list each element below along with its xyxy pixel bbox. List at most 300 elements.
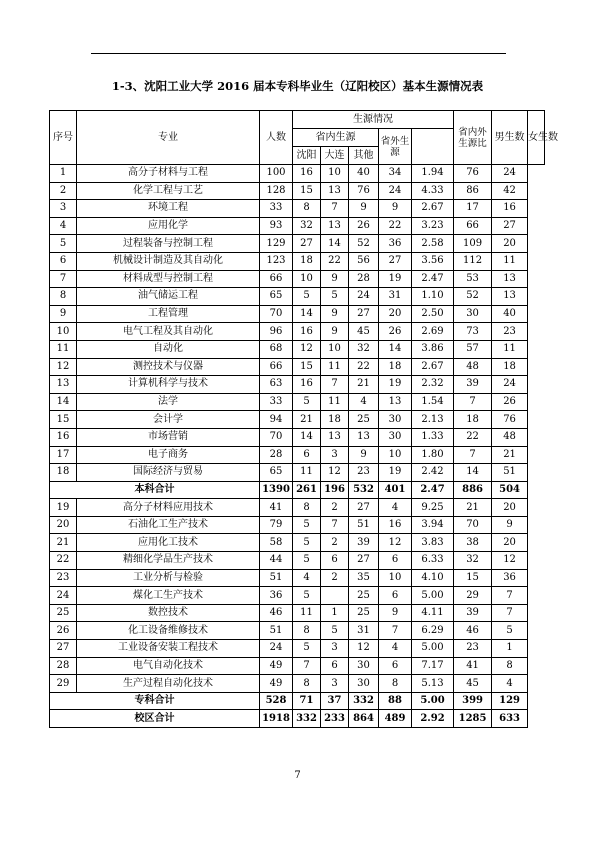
cell-female: 20 [492, 499, 528, 517]
cell-other: 25 [349, 411, 379, 429]
cell-out-province: 401 [379, 481, 412, 499]
cell-male: 1285 [454, 710, 492, 728]
cell-dalian: 5 [321, 288, 349, 306]
cell-female: 36 [492, 569, 528, 587]
cell-female: 129 [492, 692, 528, 710]
cell-total: 94 [260, 411, 293, 429]
cell-other: 45 [349, 323, 379, 341]
table-row [50, 411, 545, 429]
cell-out-province: 9 [379, 200, 412, 218]
header-source: 生源情况 [293, 111, 454, 129]
cell-female: 12 [492, 552, 528, 570]
cell-male: 30 [454, 305, 492, 323]
cell-ratio: 1.80 [412, 446, 454, 464]
cell-other: 22 [349, 358, 379, 376]
header-male: 男生数 [492, 111, 528, 165]
cell-index: 5 [50, 235, 77, 253]
cell-female: 633 [492, 710, 528, 728]
cell-ratio: 3.86 [412, 340, 454, 358]
cell-ratio: 5.00 [412, 587, 454, 605]
cell-male: 86 [454, 182, 492, 200]
cell-out-province: 6 [379, 552, 412, 570]
header-index: 序号 [50, 111, 77, 165]
cell-other: 24 [349, 288, 379, 306]
cell-total: 93 [260, 217, 293, 235]
cell-total: 65 [260, 288, 293, 306]
cell-other: 52 [349, 235, 379, 253]
table-row [50, 587, 545, 605]
table-row [50, 235, 545, 253]
undergrad-rows [50, 165, 545, 482]
cell-major: 电气工程及其自动化 [77, 323, 260, 341]
cell-out-province: 12 [379, 534, 412, 552]
cell-shenyang: 5 [293, 552, 321, 570]
cell-other: 532 [349, 481, 379, 499]
cell-shenyang: 5 [293, 393, 321, 411]
cell-female: 5 [492, 622, 528, 640]
cell-other: 25 [349, 604, 379, 622]
cell-index: 23 [50, 569, 77, 587]
table-row [50, 516, 545, 534]
cell-shenyang: 7 [293, 657, 321, 675]
cell-female: 18 [492, 358, 528, 376]
cell-dalian: 10 [321, 165, 349, 183]
cell-major: 电子商务 [77, 446, 260, 464]
cell-out-province: 31 [379, 288, 412, 306]
cell-female: 26 [492, 393, 528, 411]
cell-major: 计算机科学与技术 [77, 376, 260, 394]
header-major: 专业 [77, 111, 260, 165]
cell-female: 11 [492, 340, 528, 358]
cell-shenyang: 14 [293, 428, 321, 446]
cell-total: 58 [260, 534, 293, 552]
cell-shenyang: 11 [293, 604, 321, 622]
cell-total: 33 [260, 200, 293, 218]
cell-total: 66 [260, 270, 293, 288]
cell-out-province: 26 [379, 323, 412, 341]
cell-other: 9 [349, 446, 379, 464]
cell-dalian: 10 [321, 340, 349, 358]
cell-total: 51 [260, 569, 293, 587]
cell-major: 煤化工生产技术 [77, 587, 260, 605]
cell-index: 21 [50, 534, 77, 552]
cell-shenyang: 11 [293, 464, 321, 482]
cell-female: 21 [492, 446, 528, 464]
cell-dalian: 9 [321, 305, 349, 323]
cell-total: 79 [260, 516, 293, 534]
cell-female: 76 [492, 411, 528, 429]
cell-male: 32 [454, 552, 492, 570]
cell-total: 65 [260, 464, 293, 482]
cell-major: 石油化工生产技术 [77, 516, 260, 534]
cell-other: 51 [349, 516, 379, 534]
cell-ratio: 2.92 [412, 710, 454, 728]
table-row [50, 428, 545, 446]
cell-out-province: 19 [379, 270, 412, 288]
cell-ratio: 1.94 [412, 165, 454, 183]
cell-index: 8 [50, 288, 77, 306]
table-row [50, 569, 545, 587]
cell-shenyang: 5 [293, 640, 321, 658]
cell-shenyang: 21 [293, 411, 321, 429]
cell-shenyang: 5 [293, 587, 321, 605]
cell-ratio: 2.47 [412, 270, 454, 288]
cell-total: 129 [260, 235, 293, 253]
cell-out-province: 19 [379, 376, 412, 394]
cell-other: 35 [349, 569, 379, 587]
cell-total: 128 [260, 182, 293, 200]
cell-dalian: 22 [321, 252, 349, 270]
cell-female: 51 [492, 464, 528, 482]
table-row [50, 675, 545, 693]
cell-other: 21 [349, 376, 379, 394]
cell-ratio: 2.32 [412, 376, 454, 394]
cell-major: 高分子材料应用技术 [77, 499, 260, 517]
cell-total: 33 [260, 393, 293, 411]
cell-female: 42 [492, 182, 528, 200]
cell-male: 39 [454, 376, 492, 394]
table-row [50, 340, 545, 358]
cell-out-province: 10 [379, 569, 412, 587]
cell-index: 11 [50, 340, 77, 358]
cell-dalian: 9 [321, 270, 349, 288]
cell-male: 886 [454, 481, 492, 499]
cell-shenyang: 5 [293, 288, 321, 306]
cell-other: 23 [349, 464, 379, 482]
cell-other: 12 [349, 640, 379, 658]
cell-total: 123 [260, 252, 293, 270]
header-shenyang: 沈阳 [293, 147, 321, 165]
cell-major: 电气自动化技术 [77, 657, 260, 675]
cell-ratio: 5.13 [412, 675, 454, 693]
table-row [50, 217, 545, 235]
cell-out-province: 13 [379, 393, 412, 411]
cell-other: 9 [349, 200, 379, 218]
cell-total: 28 [260, 446, 293, 464]
cell-ratio: 2.69 [412, 323, 454, 341]
cell-male: 41 [454, 657, 492, 675]
cell-total: 1390 [260, 481, 293, 499]
undergrad-total-row [50, 481, 545, 499]
cell-total: 96 [260, 323, 293, 341]
table-row [50, 182, 545, 200]
cell-out-province: 30 [379, 411, 412, 429]
cell-index: 17 [50, 446, 77, 464]
cell-major: 应用化工技术 [77, 534, 260, 552]
header-dalian: 大连 [321, 147, 349, 165]
table-row [50, 288, 545, 306]
cell-out-province: 4 [379, 499, 412, 517]
cell-total: 24 [260, 640, 293, 658]
cell-index: 26 [50, 622, 77, 640]
cell-dalian: 3 [321, 640, 349, 658]
cell-male: 38 [454, 534, 492, 552]
table-row [50, 270, 545, 288]
cell-out-province: 19 [379, 464, 412, 482]
cell-major: 测控技术与仪器 [77, 358, 260, 376]
cell-index: 14 [50, 393, 77, 411]
cell-major: 工业分析与检验 [77, 569, 260, 587]
cell-out-province: 88 [379, 692, 412, 710]
cell-shenyang: 12 [293, 340, 321, 358]
cell-female: 7 [492, 587, 528, 605]
cell-ratio: 1.33 [412, 428, 454, 446]
cell-shenyang: 4 [293, 569, 321, 587]
cell-shenyang: 5 [293, 534, 321, 552]
cell-shenyang: 32 [293, 217, 321, 235]
cell-out-province: 30 [379, 428, 412, 446]
student-source-table [49, 110, 559, 728]
header-in-province: 省内生源 [293, 129, 379, 147]
cell-major: 材料成型与控制工程 [77, 270, 260, 288]
cell-male: 53 [454, 270, 492, 288]
cell-female: 11 [492, 252, 528, 270]
cell-shenyang: 8 [293, 675, 321, 693]
cell-male: 21 [454, 499, 492, 517]
cell-male: 17 [454, 200, 492, 218]
cell-male: 22 [454, 428, 492, 446]
cell-shenyang: 71 [293, 692, 321, 710]
cell-index: 29 [50, 675, 77, 693]
cell-male: 399 [454, 692, 492, 710]
cell-other: 25 [349, 587, 379, 605]
cell-major: 精细化学品生产技术 [77, 552, 260, 570]
cell-index: 2 [50, 182, 77, 200]
cell-major: 会计学 [77, 411, 260, 429]
cell-out-province: 7 [379, 622, 412, 640]
cell-ratio: 7.17 [412, 657, 454, 675]
cell-index: 10 [50, 323, 77, 341]
cell-dalian: 13 [321, 217, 349, 235]
cell-shenyang: 16 [293, 376, 321, 394]
cell-male: 76 [454, 165, 492, 183]
cell-dalian: 12 [321, 464, 349, 482]
cell-shenyang: 15 [293, 358, 321, 376]
cell-shenyang: 16 [293, 165, 321, 183]
cell-shenyang: 6 [293, 446, 321, 464]
cell-out-province: 20 [379, 305, 412, 323]
cell-index: 18 [50, 464, 77, 482]
cell-ratio: 2.47 [412, 481, 454, 499]
cell-other: 39 [349, 534, 379, 552]
campus-total-row [50, 710, 545, 728]
cell-dalian: 7 [321, 200, 349, 218]
cell-dalian: 18 [321, 411, 349, 429]
college-total-row [50, 692, 545, 710]
cell-major: 自动化 [77, 340, 260, 358]
cell-male: 73 [454, 323, 492, 341]
cell-other: 864 [349, 710, 379, 728]
cell-female: 40 [492, 305, 528, 323]
cell-major: 数控技术 [77, 604, 260, 622]
cell-total: 1918 [260, 710, 293, 728]
cell-out-province: 6 [379, 587, 412, 605]
cell-major: 化工设备维修技术 [77, 622, 260, 640]
cell-female: 20 [492, 534, 528, 552]
cell-other: 32 [349, 340, 379, 358]
cell-index: 12 [50, 358, 77, 376]
cell-index: 16 [50, 428, 77, 446]
cell-ratio: 5.00 [412, 692, 454, 710]
cell-other: 26 [349, 217, 379, 235]
cell-out-province: 36 [379, 235, 412, 253]
cell-out-province: 22 [379, 217, 412, 235]
cell-dalian: 2 [321, 499, 349, 517]
cell-female: 8 [492, 657, 528, 675]
cell-dalian: 3 [321, 446, 349, 464]
cell-dalian: 14 [321, 235, 349, 253]
header-ratio: 省内外生源比 [454, 111, 492, 165]
cell-other: 13 [349, 428, 379, 446]
cell-shenyang: 18 [293, 252, 321, 270]
cell-male: 52 [454, 288, 492, 306]
cell-ratio: 2.67 [412, 200, 454, 218]
cell-other: 28 [349, 270, 379, 288]
cell-ratio: 2.50 [412, 305, 454, 323]
cell-male: 14 [454, 464, 492, 482]
cell-male: 29 [454, 587, 492, 605]
cell-male: 7 [454, 446, 492, 464]
cell-index: 27 [50, 640, 77, 658]
table-row [50, 200, 545, 218]
cell-out-province: 6 [379, 657, 412, 675]
cell-ratio: 4.33 [412, 182, 454, 200]
cell-ratio: 1.10 [412, 288, 454, 306]
row-label: 校区合计 [50, 710, 260, 728]
cell-dalian: 37 [321, 692, 349, 710]
page-title: 1-3、沈阳工业大学 2016 届本专科毕业生（辽阳校区）基本生源情况表 [111, 79, 484, 93]
cell-shenyang: 8 [293, 499, 321, 517]
header-total: 人数 [260, 111, 293, 165]
cell-index: 1 [50, 165, 77, 183]
table-row [50, 358, 545, 376]
cell-ratio: 6.29 [412, 622, 454, 640]
cell-out-province: 489 [379, 710, 412, 728]
cell-total: 66 [260, 358, 293, 376]
cell-shenyang: 10 [293, 270, 321, 288]
cell-index: 19 [50, 499, 77, 517]
cell-out-province: 34 [379, 165, 412, 183]
cell-shenyang: 332 [293, 710, 321, 728]
cell-male: 7 [454, 393, 492, 411]
cell-dalian: 7 [321, 376, 349, 394]
cell-major: 机械设计制造及其自动化 [77, 252, 260, 270]
cell-ratio: 3.83 [412, 534, 454, 552]
row-label: 本科合计 [50, 481, 260, 499]
cell-male: 46 [454, 622, 492, 640]
cell-other: 4 [349, 393, 379, 411]
page-number: 7 [294, 770, 301, 781]
table-row [50, 604, 545, 622]
cell-shenyang: 261 [293, 481, 321, 499]
cell-dalian: 196 [321, 481, 349, 499]
cell-other: 31 [349, 622, 379, 640]
cell-dalian: 2 [321, 569, 349, 587]
cell-out-province: 10 [379, 446, 412, 464]
cell-shenyang: 14 [293, 305, 321, 323]
cell-shenyang: 15 [293, 182, 321, 200]
cell-female: 23 [492, 323, 528, 341]
cell-female: 4 [492, 675, 528, 693]
cell-male: 48 [454, 358, 492, 376]
cell-total: 68 [260, 340, 293, 358]
cell-female: 13 [492, 288, 528, 306]
cell-ratio: 6.33 [412, 552, 454, 570]
cell-total: 63 [260, 376, 293, 394]
cell-major: 市场营销 [77, 428, 260, 446]
header-female: 女生数 [528, 111, 545, 165]
cell-male: 23 [454, 640, 492, 658]
table-row [50, 534, 545, 552]
cell-dalian: 11 [321, 358, 349, 376]
cell-total: 44 [260, 552, 293, 570]
cell-other: 27 [349, 499, 379, 517]
header-other: 其他 [349, 147, 379, 165]
table-row [50, 657, 545, 675]
cell-female: 24 [492, 165, 528, 183]
cell-female: 20 [492, 235, 528, 253]
cell-ratio: 2.67 [412, 358, 454, 376]
cell-dalian: 13 [321, 182, 349, 200]
college-rows [50, 499, 545, 693]
cell-other: 332 [349, 692, 379, 710]
cell-ratio: 3.56 [412, 252, 454, 270]
table-row [50, 464, 545, 482]
cell-index: 3 [50, 200, 77, 218]
cell-index: 9 [50, 305, 77, 323]
cell-male: 57 [454, 340, 492, 358]
cell-index: 13 [50, 376, 77, 394]
cell-major: 工程管理 [77, 305, 260, 323]
table-row [50, 305, 545, 323]
cell-major: 化学工程与工艺 [77, 182, 260, 200]
cell-female: 16 [492, 200, 528, 218]
cell-shenyang: 8 [293, 622, 321, 640]
table-row [50, 446, 545, 464]
cell-total: 100 [260, 165, 293, 183]
cell-dalian: 233 [321, 710, 349, 728]
cell-index: 28 [50, 657, 77, 675]
cell-male: 109 [454, 235, 492, 253]
table-row [50, 376, 545, 394]
cell-other: 40 [349, 165, 379, 183]
cell-ratio: 9.25 [412, 499, 454, 517]
cell-female: 7 [492, 604, 528, 622]
cell-dalian: 1 [321, 604, 349, 622]
cell-female: 504 [492, 481, 528, 499]
cell-ratio: 5.00 [412, 640, 454, 658]
table-row [50, 552, 545, 570]
cell-dalian: 6 [321, 552, 349, 570]
cell-ratio: 3.23 [412, 217, 454, 235]
table-row [50, 622, 545, 640]
cell-index: 24 [50, 587, 77, 605]
cell-out-province: 9 [379, 604, 412, 622]
cell-total: 70 [260, 428, 293, 446]
cell-other: 56 [349, 252, 379, 270]
cell-male: 15 [454, 569, 492, 587]
cell-female: 1 [492, 640, 528, 658]
cell-male: 18 [454, 411, 492, 429]
cell-shenyang: 27 [293, 235, 321, 253]
cell-ratio: 1.54 [412, 393, 454, 411]
cell-shenyang: 8 [293, 200, 321, 218]
table-row [50, 165, 545, 183]
cell-out-province: 16 [379, 516, 412, 534]
cell-major: 环境工程 [77, 200, 260, 218]
cell-major: 应用化学 [77, 217, 260, 235]
cell-out-province: 8 [379, 675, 412, 693]
